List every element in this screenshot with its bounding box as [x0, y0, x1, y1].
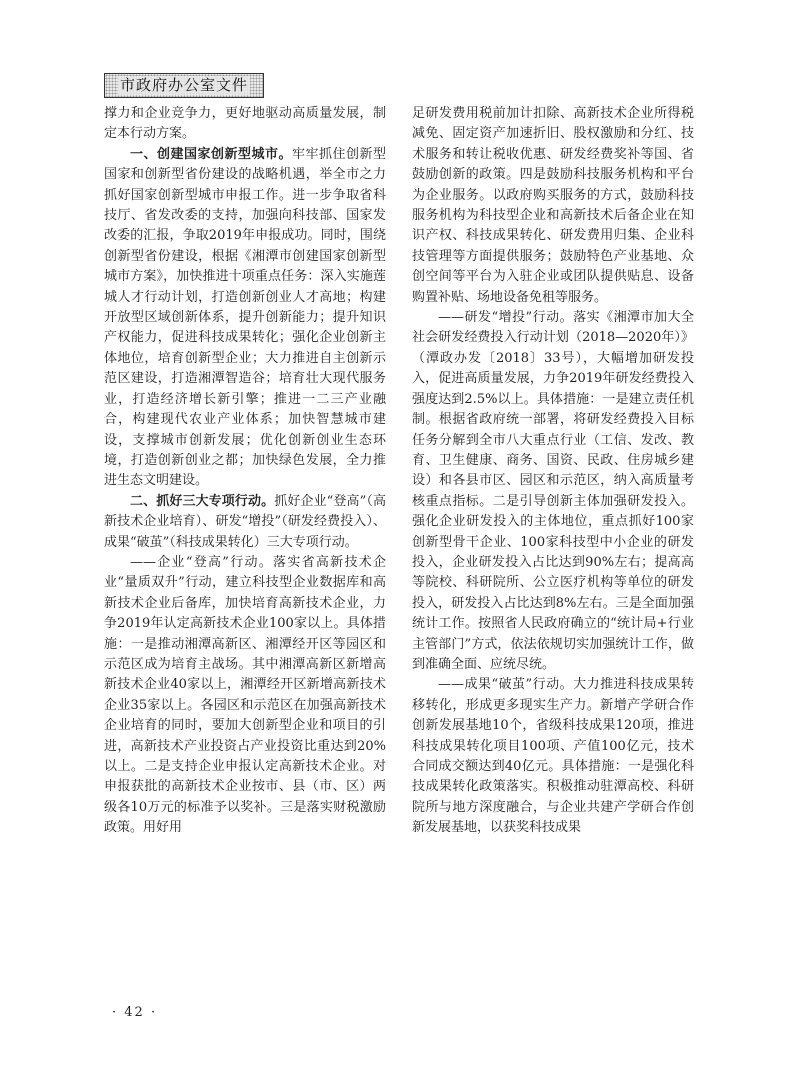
page-number: · 42 ·: [112, 1005, 158, 1020]
paragraph: ——企业“登高”行动。落实省高新技术企业“量质双升”行动，建立科技型企业数据库和高新技术企业后备库，加快培育高新技术企业，力争2019年认定高新技术企业100家以上。具体措施：一是推动湘潭高新区、湘潭经开区等园区和示范区成为培育主战场。其中湘潭高新区新增高新技术企业40家以上，湘潭经开区新增高新技术企业35家以上。各园区和示范区在加强高新技术企业培育的同时，要加大创新型企业和项目的引进，高新技术产业投资占产业投资比重达到20%以上。二是支持企业申报认定高新技术企业。对申报获批的高新技术企业按市、县（市、区）两级各10万元的标准予以奖补。三是落实财税激励政策。用好用: [104, 554, 386, 836]
document-header: [104, 73, 264, 98]
header-title: 市政府办公室文件: [119, 76, 248, 94]
section-body: 抓好企业“登高”（高新技术企业培育）、研发“增投”（研发经费投入）、成果“破茧”（科技成果转化）三大专项行动。: [104, 493, 386, 550]
section-heading: 二、抓好三大专项行动。: [130, 493, 275, 509]
left-column: [104, 104, 386, 839]
paragraph: 足研发费用税前加计扣除、高新技术企业所得税减免、固定资产加速折旧、股权激励和分红、技术服务和转让税收优惠、研发经费奖补等国、省鼓励创新的政策。四是鼓励科技服务机构和平台为企业服务。以政府购买服务的方式，鼓励科技服务机构为科技型企业和高新技术后备企业在知识产权、科技成果转化、研发费用归集、企业科技管理等方面提供服务；鼓励特色产业基地、众创空间等平台为入驻企业或团队提供贴息、设备购置补贴、场地设备免租等服务。: [412, 106, 694, 305]
section-one: [104, 145, 386, 492]
section-body: 牢牢抓住创新型国家和创新型省份建设的战略机遇，举全市之力抓好国家创新型城市申报工作。进一步争取省科技厅、省发改委的支持，加强向科技部、国家发改委的汇报，争取2019年申报成功。同时，围绕创新型省份建设，根据《湘潭市创建国家创新型城市方案》，加快推进十项重点任务：深入实施莲城人才行动计划，打造创新创业人才高地；构建开放型区域创新体系，提升创新能力；提升知识产权能力，促进科技成果转化；强化企业创新主体地位，培育创新型企业；大力推进自主创新示范区建设，打造湘潭智造谷；培育壮大现代服务业，打造经济增长新引擎；推进一二三产业融合，构建现代农业产业体系；加快智慧城市建设，支撑城市创新发展；优化创新创业生态环境，打造创新创业之都；加快绿色发展，全力推进生态文明建设。: [104, 146, 386, 489]
section-heading: 一、创建国家创新型城市。: [130, 146, 292, 162]
paragraph: ——成果“破茧”行动。大力推进科技成果转移转化，形成更多现实生产力。新增产学研合作创新发展基地10个，省级科技成果120项，推进科技成果转化项目100项、产值100亿元，技术合同成交额达到40亿元。具体措施：一是强化科技成果转化政策落实。积极推动驻潭高校、科研院所与地方深度融合，与企业共建产学研合作创新发展基地，以获奖科技成果: [412, 677, 694, 836]
paragraph: ——研发“增投”行动。落实《湘潭市加大全社会研发经费投入行动计划（2018—2020年）》（潭政办发〔2018〕33号），大幅增加研发投入，促进高质量发展，力争2019年研发经费投入强度达到2.5%以上。具体措施：一是建立责任机制。根据省政府统一部署，将研发经费投入目标任务分解到全市八大重点行业（工信、发改、教育、卫生健康、商务、国资、民政、住房城乡建设）和各县市区、园区和示范区，纳入高质量考核重点指标。二是引导创新主体加强研发投入。强化企业研发投入的主体地位，重点抓好100家创新型骨干企业、100家科技型中小企业的研发投入，企业研发投入占比达到90%左右；提高高等院校、科研院所、公立医疗机构等单位的研发投入，研发投入占比达到8%左右。三是全面加强统计工作。按照省人民政府确立的“统计局+行业主管部门”方式，依法依规切实加强统计工作，做到准确全面、应统尽统。: [412, 310, 694, 672]
section-two: [104, 492, 386, 553]
paragraph: 撑力和企业竞争力，更好地驱动高质量发展，制定本行动方案。: [104, 106, 386, 142]
right-column: [412, 104, 694, 839]
